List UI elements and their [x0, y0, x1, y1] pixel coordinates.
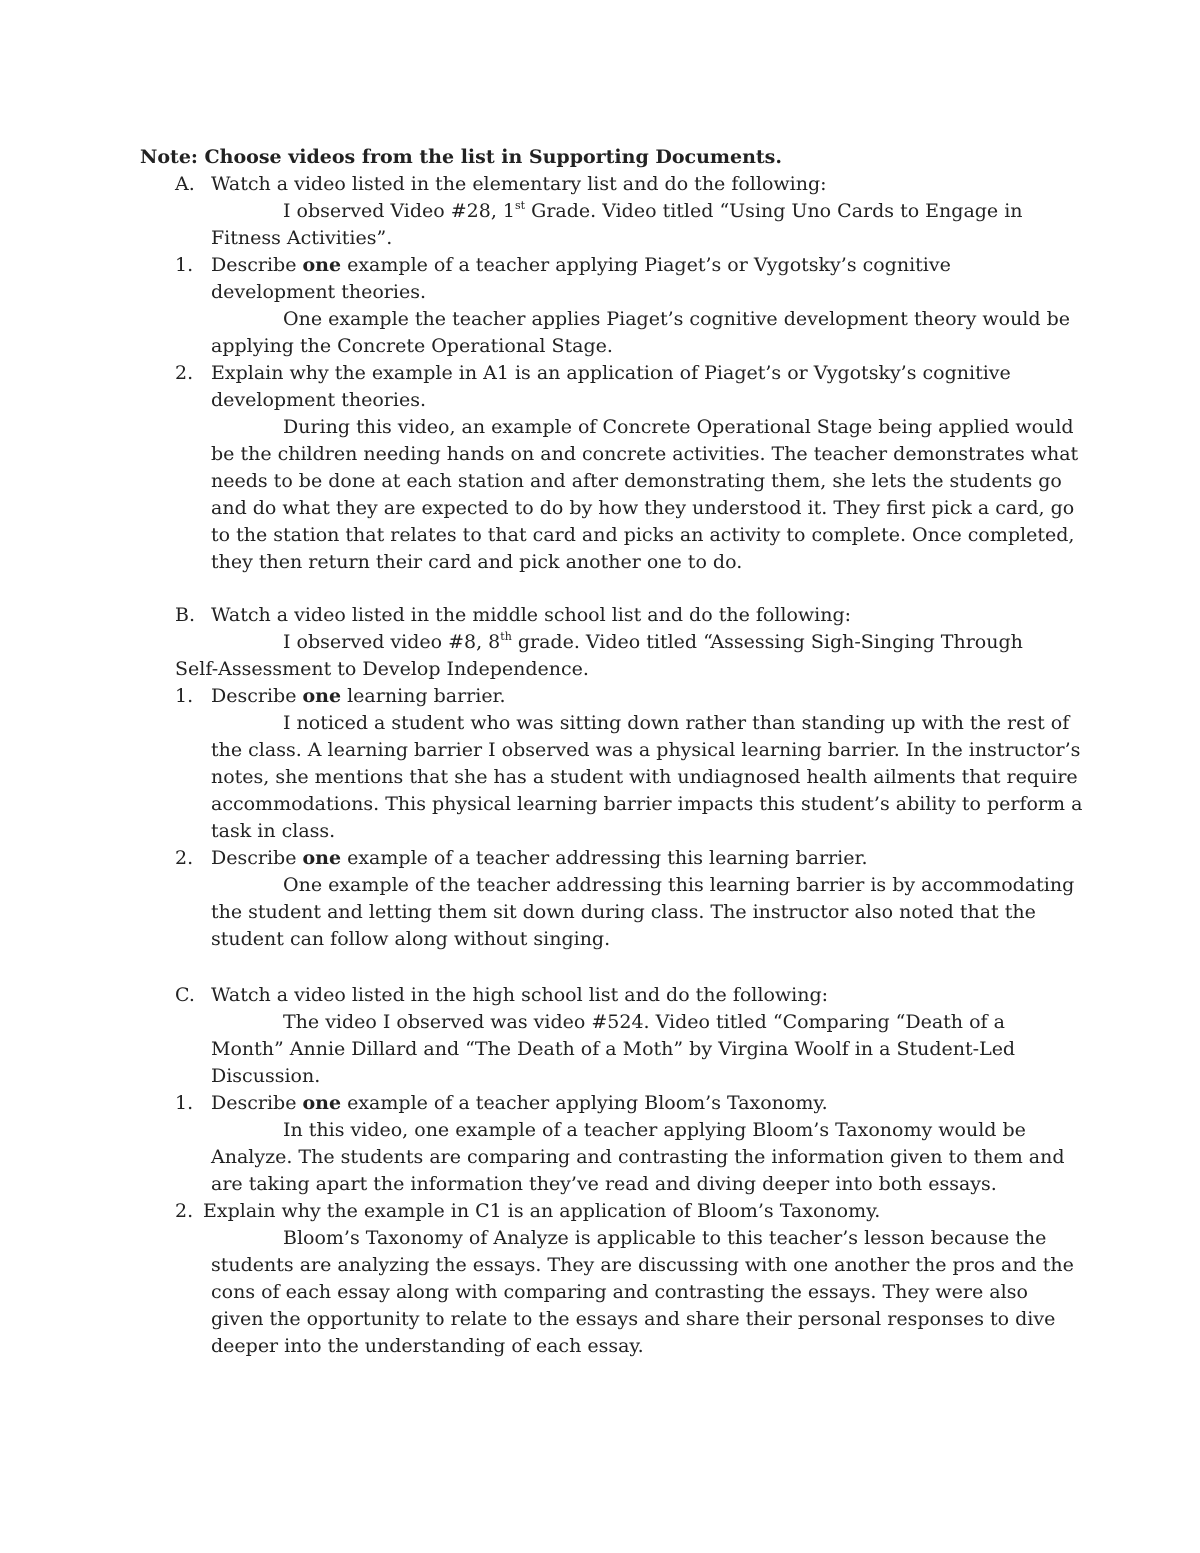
- section-c-a2-line: [0, 1252, 1200, 1279]
- section-b-q2: [211, 845, 868, 872]
- section-a-observed-line: [0, 198, 1200, 225]
- section-a-a1-text: One example the teacher applies Piaget’s cognitive development theory would be: [283, 308, 1070, 330]
- section-c-prompt-line: [0, 982, 1200, 1009]
- section-a-observed-part2: Grade. Video titled “Using Uno Cards to Engage in: [525, 200, 1023, 222]
- section-a-a2-text: be the children needing hands on and concrete activities. The teacher demonstrates what: [211, 443, 1079, 465]
- section-a-a2-text: they then return their card and pick another one to do.: [211, 551, 743, 573]
- section-b-a2-text: One example of the teacher addressing this learning barrier is by accommodating: [283, 874, 1075, 896]
- section-b-a1-line: [0, 791, 1200, 818]
- section-b-marker: B.: [175, 604, 196, 626]
- section-c-a1-text: In this video, one example of a teacher applying Bloom’s Taxonomy would be: [283, 1119, 1026, 1141]
- section-c-a2-line: [0, 1333, 1200, 1360]
- section-a-q1: [211, 252, 951, 279]
- section-b-q1-marker: 1.: [175, 685, 194, 707]
- section-b-q1: [211, 683, 506, 710]
- section-b-a2-line: [0, 926, 1200, 953]
- section-b-a1-text: task in class.: [211, 820, 336, 842]
- section-c-a2-text: Bloom’s Taxonomy of Analyze is applicable to this teacher’s lesson because the: [283, 1227, 1047, 1249]
- section-b-q2-pre: Describe: [211, 847, 303, 869]
- section-c-q1-bold: one: [302, 1092, 342, 1114]
- section-a-observed-part1: I observed Video #28, 1: [283, 200, 516, 222]
- section-b-q1-bold: one: [302, 685, 342, 707]
- section-b-a1-text: accommodations. This physical learning barrier impacts this student’s ability to perform a: [211, 793, 1083, 815]
- section-c-a2-text: students are analyzing the essays. They are discussing with one another the pros and the: [211, 1254, 1074, 1276]
- section-c-a2-text: deeper into the understanding of each essay.: [211, 1335, 644, 1357]
- section-a-observed-line-2: [0, 225, 1200, 252]
- section-a-q2: Explain why the example in A1 is an application of Piaget’s or Vygotsky’s cognitive: [211, 362, 1011, 384]
- section-a-prompt-line: [0, 171, 1200, 198]
- section-c-a1-line: [0, 1117, 1200, 1144]
- section-c-q1-post: example of a teacher applying Bloom’s Taxonomy.: [341, 1092, 828, 1114]
- section-b-a1-line: [0, 764, 1200, 791]
- section-a: [0, 171, 1200, 576]
- section-b-a2-text: the student and letting them sit down during class. The instructor also noted that the: [211, 901, 1036, 923]
- section-a-q1-marker: 1.: [175, 254, 194, 276]
- section-b-q2-marker: 2.: [175, 847, 194, 869]
- section-a-q1-line-2: [0, 279, 1200, 306]
- section-c-observed-text: The video I observed was video #524. Video titled “Comparing “Death of a: [283, 1011, 1005, 1033]
- section-b-a2-text: student can follow along without singing.: [211, 928, 611, 950]
- section-a-a1-text: applying the Concrete Operational Stage.: [211, 335, 613, 357]
- section-c-observed-text: Discussion.: [211, 1065, 321, 1087]
- section-c-a2-text: cons of each essay along with comparing and contrasting the essays. They were also: [211, 1281, 1028, 1303]
- section-b-q1-pre: Describe: [211, 685, 303, 707]
- section-a-a2-line: [0, 414, 1200, 441]
- section-b-prompt-line: [0, 602, 1200, 629]
- section-c-prompt: Watch a video listed in the high school list and do the following:: [211, 984, 829, 1006]
- section-b-a2-line: [0, 899, 1200, 926]
- section-c-a2-text: given the opportunity to relate to the essays and share their personal responses to dive: [211, 1308, 1056, 1330]
- section-b-a2-line: [0, 872, 1200, 899]
- note-heading: Note: Choose videos from the list in Supporting Documents.: [140, 146, 782, 168]
- section-b-a1-line: [0, 710, 1200, 737]
- section-b-q1-post: learning barrier.: [341, 685, 506, 707]
- section-b-prompt: Watch a video listed in the middle school list and do the following:: [211, 604, 852, 626]
- section-a-q2-cont: development theories.: [211, 389, 426, 411]
- section-a-a2-text: During this video, an example of Concrete Operational Stage being applied would: [283, 416, 1074, 438]
- section-c: [0, 982, 1200, 1360]
- section-b-a1-line: [0, 818, 1200, 845]
- section-c-q2: Explain why the example in C1 is an application of Bloom’s Taxonomy.: [203, 1200, 881, 1222]
- section-a-q1-line: [0, 252, 1200, 279]
- section-a-q1-pre: Describe: [211, 254, 303, 276]
- section-b-a1-text: I noticed a student who was sitting down rather than standing up with the rest of: [283, 712, 1070, 734]
- section-c-a1-line: [0, 1144, 1200, 1171]
- section-a-observed: [283, 198, 1023, 225]
- section-a-observed-sup: st: [515, 198, 526, 212]
- section-c-observed-line: [0, 1036, 1200, 1063]
- section-c-observed-line: [0, 1063, 1200, 1090]
- section-a-a1-line-1: [0, 306, 1200, 333]
- section-b-a1-text: the class. A learning barrier I observed was a physical learning barrier. In the instructor’s: [211, 739, 1081, 761]
- section-b-q1-line: [0, 683, 1200, 710]
- section-c-marker: C.: [175, 984, 195, 1006]
- section-c-q1: [211, 1090, 828, 1117]
- section-a-a2-line: [0, 522, 1200, 549]
- section-b-a1-text: notes, she mentions that she has a student with undiagnosed health ailments that require: [211, 766, 1078, 788]
- section-b-observed-sup: th: [500, 629, 512, 643]
- section-a-a2-line: [0, 468, 1200, 495]
- section-a-q2-marker: 2.: [175, 362, 194, 384]
- section-a-a2-line: [0, 549, 1200, 576]
- section-c-observed-text: Month” Annie Dillard and “The Death of a Moth” by Virgina Woolf in a Student-Led: [211, 1038, 1016, 1060]
- section-b-observed-line: [0, 629, 1200, 656]
- section-a-prompt: Watch a video listed in the elementary list and do the following:: [211, 173, 827, 195]
- section-b-q2-post: example of a teacher addressing this learning barrier.: [341, 847, 868, 869]
- section-a-observed-cont: Fitness Activities”.: [211, 227, 393, 249]
- section-a-a2-text: and do what they are expected to do by how they understood it. They first pick a card, go: [211, 497, 1075, 519]
- section-a-a2-text: needs to be done at each station and after demonstrating them, she lets the students go: [211, 470, 1062, 492]
- section-a-q1-cont: development theories.: [211, 281, 426, 303]
- section-c-q2-marker: 2.: [175, 1200, 194, 1222]
- section-a-q2-line-2: [0, 387, 1200, 414]
- section-a-marker: A.: [175, 173, 195, 195]
- section-c-a2-line: [0, 1306, 1200, 1333]
- section-a-a1-line-2: [0, 333, 1200, 360]
- section-a-a2-line: [0, 495, 1200, 522]
- section-b-observed: [283, 629, 1023, 656]
- section-c-q1-pre: Describe: [211, 1092, 303, 1114]
- section-a-q1-bold: one: [302, 254, 342, 276]
- section-c-q2-line: [0, 1198, 1200, 1225]
- section-c-q1-marker: 1.: [175, 1092, 194, 1114]
- section-c-q1-line: [0, 1090, 1200, 1117]
- section-b-q2-line: [0, 845, 1200, 872]
- section-c-a2-line: [0, 1279, 1200, 1306]
- section-c-observed-line: [0, 1009, 1200, 1036]
- section-b-observed-line-2: [0, 656, 1200, 683]
- section-b-observed-part2: grade. Video titled “Assessing Sigh-Singing Through: [511, 631, 1023, 653]
- section-c-a2-line: [0, 1225, 1200, 1252]
- section-a-q1-post: example of a teacher applying Piaget’s or Vygotsky’s cognitive: [341, 254, 951, 276]
- section-b-a1-line: [0, 737, 1200, 764]
- section-a-a2-line: [0, 441, 1200, 468]
- section-a-a2-text: to the station that relates to that card and picks an activity to complete. Once completed,: [211, 524, 1075, 546]
- section-c-a1-text: are taking apart the information they’ve read and diving deeper into both essays.: [211, 1173, 997, 1195]
- section-a-q2-line: [0, 360, 1200, 387]
- section-b-q2-bold: one: [302, 847, 342, 869]
- section-b-observed-part1: I observed video #8, 8: [283, 631, 501, 653]
- section-b: [0, 602, 1200, 953]
- section-c-a1-text: Analyze. The students are comparing and contrasting the information given to them and: [211, 1146, 1065, 1168]
- section-c-a1-line: [0, 1171, 1200, 1198]
- section-b-observed-cont: Self-Assessment to Develop Independence.: [175, 658, 589, 680]
